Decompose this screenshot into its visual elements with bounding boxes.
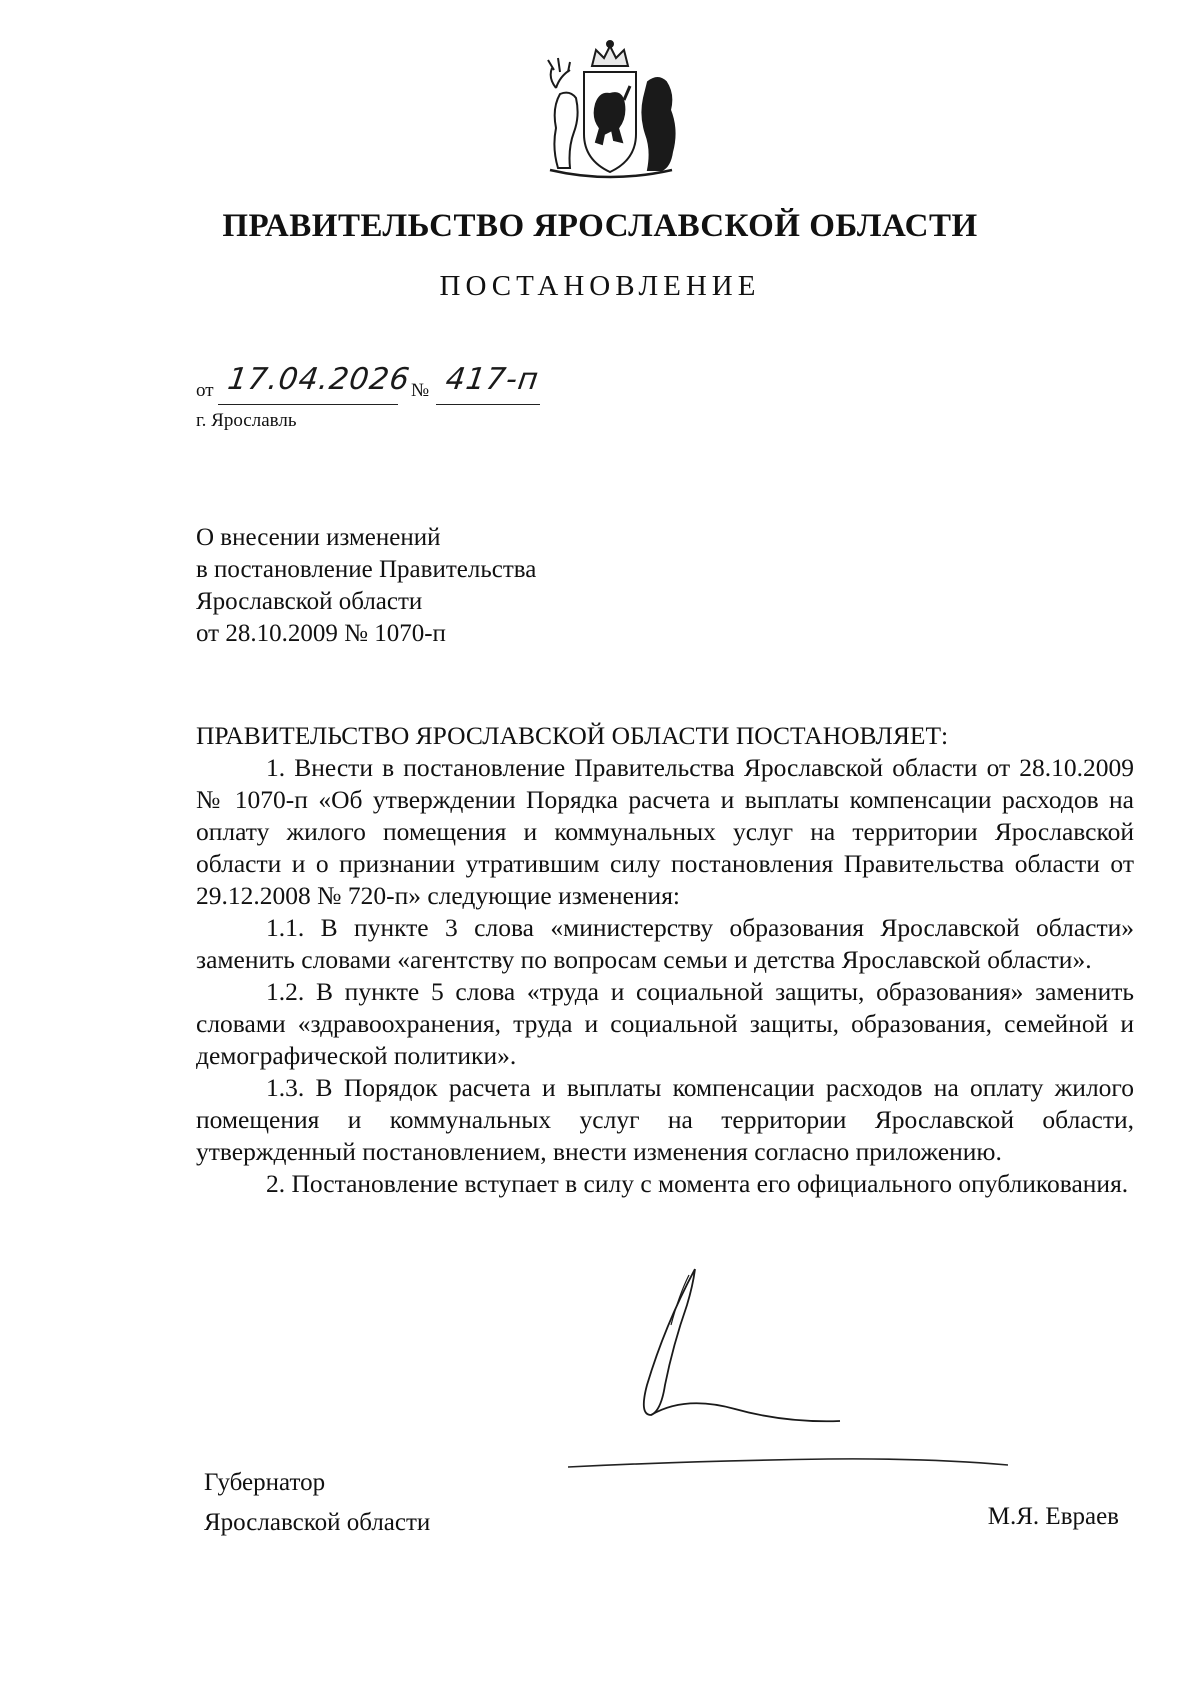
signature-line: [568, 1453, 1008, 1475]
coat-of-arms-icon: [530, 38, 690, 188]
date-underline: [218, 404, 398, 405]
number-value: 417-п: [443, 362, 542, 397]
subject-line: в постановление Правительства: [196, 556, 537, 583]
paragraph-1-3: 1.3. В Порядок расчета и выплаты компенсации расходов на оплату жилого помещения и коммунальных услуг на территории Ярославской области, утвержденный постановлением, внести изменения согласно приложению.: [196, 1073, 1134, 1166]
signatory-name: М.Я. Евраев: [987, 1503, 1119, 1530]
paragraph-1-2: 1.2. В пункте 5 слова «труда и социальной защиты, образования» заменить словами «здравоохранения, труда и социальной защиты, образования, семейной и демографической политики».: [196, 977, 1134, 1070]
handwritten-signature: [625, 1265, 855, 1450]
number-underline: [436, 404, 540, 405]
document-type: ПОСТАНОВЛЕНИЕ: [439, 270, 761, 302]
city: г. Ярославль: [196, 410, 297, 431]
registration-line: [196, 362, 756, 412]
subject-line: от 28.10.2009 № 1070-п: [196, 620, 446, 647]
post-line: Ярославской области: [204, 1509, 431, 1536]
organization-title: ПРАВИТЕЛЬСТВО ЯРОСЛАВСКОЙ ОБЛАСТИ: [222, 208, 978, 244]
document-subject: [196, 522, 536, 650]
paragraph-1-1: 1.1. В пункте 3 слова «министерству образования Ярославской области» заменить словами «агентству по вопросам семьи и детства Ярославской области».: [196, 913, 1134, 974]
paragraph-2: 2. Постановление вступает в силу с момента его официального опубликования.: [266, 1169, 1129, 1198]
subject-line: Ярославской области: [196, 588, 423, 615]
paragraph-1: 1. Внести в постановление Правительства Ярославской области от 28.10.2009 № 1070-п «Об утверждении Порядка расчета и выплаты компенсации расходов на оплату жилого помещения и коммунальных услуг на территории Ярославской области и о признании утратившим силу постановления Правительства области от 29.12.2008 № 720-п» следующие изменения:: [196, 753, 1134, 910]
signatory-post: [204, 1463, 430, 1543]
date-value: 17.04.2026: [225, 362, 413, 397]
number-label: №: [411, 380, 430, 401]
post-line: Губернатор: [204, 1469, 326, 1496]
resolution-lead: ПРАВИТЕЛЬСТВО ЯРОСЛАВСКОЙ ОБЛАСТИ ПОСТАНОВЛЯЕТ:: [196, 721, 949, 750]
date-label: от: [196, 380, 214, 401]
document-body: [196, 720, 1134, 1200]
subject-line: О внесении изменений: [196, 524, 441, 551]
